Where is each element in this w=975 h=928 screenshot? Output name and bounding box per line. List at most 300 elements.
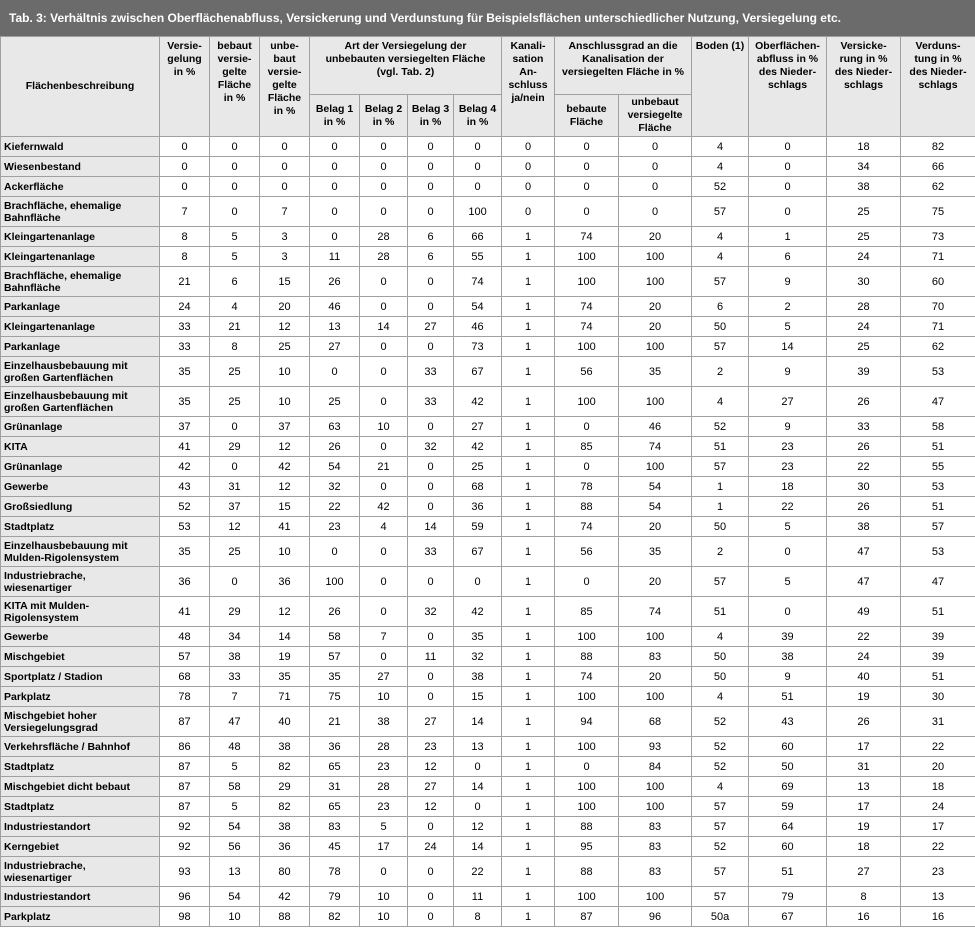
table-cell: 27	[408, 777, 454, 797]
table-cell: 83	[619, 817, 692, 837]
table-cell: 0	[408, 627, 454, 647]
table-cell: 74	[619, 437, 692, 457]
col-header-abfluss: Oberflächen- abfluss in % des Nieder- schlags	[749, 37, 827, 137]
table-cell: 35	[160, 357, 210, 387]
table-cell: 66	[454, 227, 502, 247]
table-cell: 100	[619, 247, 692, 267]
table-cell: 29	[210, 597, 260, 627]
table-cell: 56	[210, 837, 260, 857]
table-row	[1, 797, 975, 817]
table-row	[1, 647, 975, 667]
table-cell: 35	[619, 357, 692, 387]
table-cell: 75	[310, 687, 360, 707]
table-cell: 31	[310, 777, 360, 797]
table-cell: 1	[692, 497, 749, 517]
table-cell: 1	[502, 647, 555, 667]
table-cell: 39	[901, 647, 975, 667]
table-cell: 57	[692, 337, 749, 357]
table-cell: 0	[160, 157, 210, 177]
table-cell: 42	[454, 597, 502, 627]
table-row	[1, 907, 975, 927]
table-cell: 0	[160, 177, 210, 197]
table-cell: 16	[901, 907, 975, 927]
table-cell: 1	[502, 337, 555, 357]
table-cell: 39	[901, 627, 975, 647]
table-cell: 86	[160, 737, 210, 757]
table-cell: 74	[555, 317, 619, 337]
row-label: Einzelhausbebauung mit Mulden-Rigolensystem	[1, 537, 160, 567]
table-cell: 1	[502, 457, 555, 477]
table-cell: 37	[260, 417, 310, 437]
table-row	[1, 667, 975, 687]
table-cell: 1	[502, 687, 555, 707]
table-cell: 57	[692, 797, 749, 817]
table-cell: 62	[901, 337, 975, 357]
table-cell: 18	[749, 477, 827, 497]
table-row	[1, 537, 975, 567]
table-cell: 84	[619, 757, 692, 777]
table-cell: 28	[360, 737, 408, 757]
table-cell: 14	[454, 837, 502, 857]
table-cell: 100	[555, 887, 619, 907]
table-cell: 42	[260, 887, 310, 907]
data-table	[0, 36, 975, 927]
table-row	[1, 627, 975, 647]
table-cell: 1	[502, 517, 555, 537]
table-cell: 100	[555, 777, 619, 797]
table-row	[1, 157, 975, 177]
table-cell: 24	[827, 317, 901, 337]
table-cell: 1	[502, 497, 555, 517]
table-cell: 88	[555, 497, 619, 517]
table-cell: 4	[692, 247, 749, 267]
table-cell: 9	[749, 417, 827, 437]
row-label: Mischgebiet dicht bebaut	[1, 777, 160, 797]
col-header-belag-3: Belag 3 in %	[408, 95, 454, 137]
table-cell: 35	[160, 537, 210, 567]
table-cell: 87	[555, 907, 619, 927]
table-cell: 0	[454, 137, 502, 157]
table-cell: 26	[827, 497, 901, 517]
table-cell: 33	[408, 357, 454, 387]
table-cell: 1	[502, 317, 555, 337]
col-header-boden: Boden (1)	[692, 37, 749, 137]
table-cell: 35	[160, 387, 210, 417]
table-cell: 36	[260, 567, 310, 597]
col-header-kanalisation: Kanali- sation An- schluss ja/nein	[502, 37, 555, 137]
table-cell: 20	[619, 667, 692, 687]
table-cell: 78	[160, 687, 210, 707]
table-cell: 35	[260, 667, 310, 687]
table-cell: 12	[260, 437, 310, 457]
row-label: Brachfläche, ehemalige Bahnfläche	[1, 267, 160, 297]
table-cell: 0	[210, 417, 260, 437]
table-cell: 25	[210, 387, 260, 417]
table-cell: 15	[260, 267, 310, 297]
row-label: Stadtplatz	[1, 517, 160, 537]
table-cell: 0	[160, 137, 210, 157]
table-cell: 47	[210, 707, 260, 737]
table-cell: 17	[901, 817, 975, 837]
table-cell: 32	[408, 437, 454, 457]
table-cell: 1	[502, 417, 555, 437]
table-cell: 14	[749, 337, 827, 357]
table-cell: 69	[749, 777, 827, 797]
table-cell: 4	[692, 627, 749, 647]
table-row	[1, 457, 975, 477]
table-cell: 20	[619, 317, 692, 337]
table-cell: 42	[360, 497, 408, 517]
table-cell: 54	[619, 477, 692, 497]
table-cell: 15	[454, 687, 502, 707]
table-cell: 27	[408, 707, 454, 737]
row-label: Gewerbe	[1, 627, 160, 647]
table-cell: 1	[502, 227, 555, 247]
table-cell: 0	[210, 137, 260, 157]
table-cell: 52	[692, 757, 749, 777]
table-cell: 13	[901, 887, 975, 907]
table-cell: 65	[310, 797, 360, 817]
table-cell: 87	[160, 777, 210, 797]
table-cell: 4	[210, 297, 260, 317]
table-cell: 24	[827, 647, 901, 667]
table-cell: 26	[827, 387, 901, 417]
table-cell: 5	[749, 517, 827, 537]
table-cell: 1	[502, 597, 555, 627]
table-cell: 1	[502, 757, 555, 777]
table-cell: 0	[360, 267, 408, 297]
table-cell: 12	[408, 757, 454, 777]
table-row	[1, 837, 975, 857]
table-cell: 67	[749, 907, 827, 927]
table-cell: 59	[749, 797, 827, 817]
table-cell: 79	[749, 887, 827, 907]
table-cell: 21	[160, 267, 210, 297]
table-cell: 94	[555, 707, 619, 737]
row-label: Stadtplatz	[1, 797, 160, 817]
table-cell: 40	[260, 707, 310, 737]
table-cell: 7	[160, 197, 210, 227]
table-cell: 23	[360, 757, 408, 777]
table-cell: 50	[692, 517, 749, 537]
table-cell: 88	[555, 857, 619, 887]
table-cell: 0	[360, 647, 408, 667]
table-cell: 57	[692, 817, 749, 837]
table-cell: 1	[502, 907, 555, 927]
table-cell: 12	[408, 797, 454, 817]
table-cell: 51	[901, 667, 975, 687]
table-cell: 5	[360, 817, 408, 837]
table-cell: 11	[454, 887, 502, 907]
table-cell: 66	[901, 157, 975, 177]
table-cell: 64	[749, 817, 827, 837]
table-cell: 0	[408, 417, 454, 437]
table-cell: 60	[749, 737, 827, 757]
table-cell: 23	[749, 437, 827, 457]
table-cell: 0	[454, 157, 502, 177]
table-cell: 7	[360, 627, 408, 647]
table-cell: 38	[749, 647, 827, 667]
table-cell: 14	[408, 517, 454, 537]
table-cell: 1	[502, 887, 555, 907]
table-cell: 0	[310, 197, 360, 227]
table-header	[1, 37, 975, 137]
table-cell: 4	[692, 387, 749, 417]
table-cell: 0	[408, 177, 454, 197]
table-row	[1, 227, 975, 247]
table-cell: 1	[502, 857, 555, 887]
table-cell: 52	[692, 177, 749, 197]
row-label: KITA	[1, 437, 160, 457]
table-cell: 0	[408, 477, 454, 497]
table-cell: 0	[555, 137, 619, 157]
col-header-versiegelung: Versie- gelung in %	[160, 37, 210, 137]
table-cell: 74	[619, 597, 692, 627]
table-cell: 100	[555, 387, 619, 417]
table-cell: 74	[555, 517, 619, 537]
table-cell: 0	[210, 157, 260, 177]
table-cell: 0	[310, 157, 360, 177]
table-cell: 1	[502, 437, 555, 457]
row-label: Kiefernwald	[1, 137, 160, 157]
table-cell: 50	[692, 317, 749, 337]
table-cell: 54	[210, 887, 260, 907]
table-cell: 74	[555, 227, 619, 247]
table-cell: 5	[210, 247, 260, 267]
row-label: Grünanlage	[1, 417, 160, 437]
table-cell: 5	[749, 317, 827, 337]
table-cell: 74	[555, 667, 619, 687]
table-cell: 27	[827, 857, 901, 887]
table-cell: 25	[310, 387, 360, 417]
table-cell: 53	[901, 357, 975, 387]
table-cell: 42	[454, 437, 502, 457]
table-cell: 52	[692, 837, 749, 857]
row-label: Brachfläche, ehemalige Bahnfläche	[1, 197, 160, 227]
table-cell: 100	[619, 777, 692, 797]
table-cell: 42	[160, 457, 210, 477]
row-label: Grünanlage	[1, 457, 160, 477]
table-cell: 0	[454, 567, 502, 597]
table-cell: 9	[749, 357, 827, 387]
table-row	[1, 197, 975, 227]
table-cell: 13	[454, 737, 502, 757]
table-cell: 36	[160, 567, 210, 597]
table-cell: 0	[360, 477, 408, 497]
table-cell: 33	[210, 667, 260, 687]
table-cell: 23	[901, 857, 975, 887]
table-cell: 18	[901, 777, 975, 797]
table-cell: 22	[827, 457, 901, 477]
table-cell: 96	[619, 907, 692, 927]
table-cell: 0	[408, 457, 454, 477]
row-label: Wiesenbestand	[1, 157, 160, 177]
table-cell: 70	[901, 297, 975, 317]
table-cell: 71	[901, 317, 975, 337]
row-label: Industriestandort	[1, 887, 160, 907]
table-row	[1, 417, 975, 437]
row-label: Industriebrache, wiesenartiger	[1, 567, 160, 597]
table-cell: 0	[555, 157, 619, 177]
table-row	[1, 707, 975, 737]
table-cell: 1	[502, 707, 555, 737]
table-cell: 10	[360, 887, 408, 907]
table-cell: 40	[827, 667, 901, 687]
table-row	[1, 857, 975, 887]
table-cell: 50	[749, 757, 827, 777]
table-cell: 12	[260, 317, 310, 337]
table-cell: 39	[827, 357, 901, 387]
table-cell: 82	[260, 797, 310, 817]
table-cell: 73	[901, 227, 975, 247]
table-cell: 19	[827, 687, 901, 707]
table-cell: 45	[310, 837, 360, 857]
table-row	[1, 687, 975, 707]
table-cell: 51	[692, 597, 749, 627]
table-cell: 32	[454, 647, 502, 667]
table-cell: 23	[360, 797, 408, 817]
table-cell: 30	[827, 267, 901, 297]
table-cell: 17	[827, 737, 901, 757]
table-cell: 0	[360, 157, 408, 177]
table-cell: 0	[408, 667, 454, 687]
table-row	[1, 317, 975, 337]
table-cell: 20	[260, 297, 310, 317]
table-cell: 26	[310, 437, 360, 457]
table-cell: 58	[310, 627, 360, 647]
table-cell: 65	[310, 757, 360, 777]
table-cell: 0	[555, 177, 619, 197]
table-cell: 26	[827, 437, 901, 457]
table-cell: 46	[310, 297, 360, 317]
table-cell: 57	[160, 647, 210, 667]
table-cell: 34	[210, 627, 260, 647]
table-cell: 20	[619, 227, 692, 247]
table-cell: 20	[619, 567, 692, 597]
table-cell: 0	[360, 387, 408, 417]
table-cell: 83	[619, 647, 692, 667]
table-cell: 58	[901, 417, 975, 437]
row-label: Kleingartenanlage	[1, 247, 160, 267]
table-cell: 0	[619, 197, 692, 227]
table-row	[1, 477, 975, 497]
table-cell: 47	[901, 387, 975, 417]
table-cell: 25	[260, 337, 310, 357]
table-cell: 100	[619, 797, 692, 817]
table-row	[1, 337, 975, 357]
table-cell: 1	[502, 357, 555, 387]
table-cell: 49	[827, 597, 901, 627]
table-cell: 60	[749, 837, 827, 857]
table-cell: 38	[827, 177, 901, 197]
table-cell: 98	[160, 907, 210, 927]
table-cell: 0	[360, 297, 408, 317]
row-label: Parkanlage	[1, 297, 160, 317]
table-cell: 50a	[692, 907, 749, 927]
table-cell: 100	[619, 457, 692, 477]
table-cell: 35	[454, 627, 502, 647]
table-cell: 1	[502, 817, 555, 837]
row-label: Parkplatz	[1, 687, 160, 707]
table-cell: 20	[619, 517, 692, 537]
table-cell: 33	[160, 337, 210, 357]
table-cell: 11	[310, 247, 360, 267]
table-cell: 67	[454, 537, 502, 567]
table-cell: 37	[210, 497, 260, 517]
row-label: Sportplatz / Stadion	[1, 667, 160, 687]
table-cell: 36	[260, 837, 310, 857]
table-cell: 57	[692, 567, 749, 597]
table-row	[1, 497, 975, 517]
table-cell: 48	[160, 627, 210, 647]
table-cell: 74	[555, 297, 619, 317]
table-cell: 0	[454, 177, 502, 197]
row-label: Einzelhausbebauung mit großen Gartenflächen	[1, 357, 160, 387]
table-cell: 14	[454, 707, 502, 737]
table-cell: 27	[310, 337, 360, 357]
table-cell: 55	[901, 457, 975, 477]
table-cell: 50	[692, 667, 749, 687]
table-cell: 22	[310, 497, 360, 517]
table-cell: 85	[555, 437, 619, 457]
table-cell: 25	[454, 457, 502, 477]
table-cell: 51	[692, 437, 749, 457]
table-cell: 8	[454, 907, 502, 927]
table-cell: 92	[160, 817, 210, 837]
table-cell: 56	[555, 537, 619, 567]
table-row	[1, 757, 975, 777]
table-cell: 78	[555, 477, 619, 497]
table-row	[1, 597, 975, 627]
table-cell: 14	[260, 627, 310, 647]
table-cell: 0	[360, 177, 408, 197]
table-cell: 16	[827, 907, 901, 927]
table-cell: 4	[692, 157, 749, 177]
table-cell: 92	[160, 837, 210, 857]
table-cell: 51	[749, 687, 827, 707]
row-label: Industriebrache, wiesenartiger	[1, 857, 160, 887]
table-cell: 52	[692, 737, 749, 757]
table-cell: 20	[901, 757, 975, 777]
table-cell: 23	[310, 517, 360, 537]
table-cell: 100	[619, 887, 692, 907]
table-cell: 1	[502, 387, 555, 417]
table-cell: 0	[310, 227, 360, 247]
table-cell: 78	[310, 857, 360, 887]
table-cell: 42	[454, 387, 502, 417]
row-label: Industriestandort	[1, 817, 160, 837]
table-cell: 11	[408, 647, 454, 667]
table-cell: 24	[160, 297, 210, 317]
table-cell: 1	[502, 837, 555, 857]
col-header-anschluss-bebaut: bebaute Fläche	[555, 95, 619, 137]
table-cell: 23	[749, 457, 827, 477]
table-cell: 22	[901, 837, 975, 857]
table-cell: 0	[555, 417, 619, 437]
table-cell: 35	[619, 537, 692, 567]
table-cell: 1	[749, 227, 827, 247]
table-cell: 56	[555, 357, 619, 387]
col-header-versickerung: Versicke- rung in % des Nieder- schlags	[827, 37, 901, 137]
table-cell: 0	[555, 567, 619, 597]
table-cell: 51	[901, 597, 975, 627]
table-cell: 0	[408, 567, 454, 597]
table-cell: 12	[454, 817, 502, 837]
table-cell: 4	[692, 777, 749, 797]
table-cell: 21	[210, 317, 260, 337]
table-cell: 1	[502, 667, 555, 687]
table-cell: 54	[454, 297, 502, 317]
